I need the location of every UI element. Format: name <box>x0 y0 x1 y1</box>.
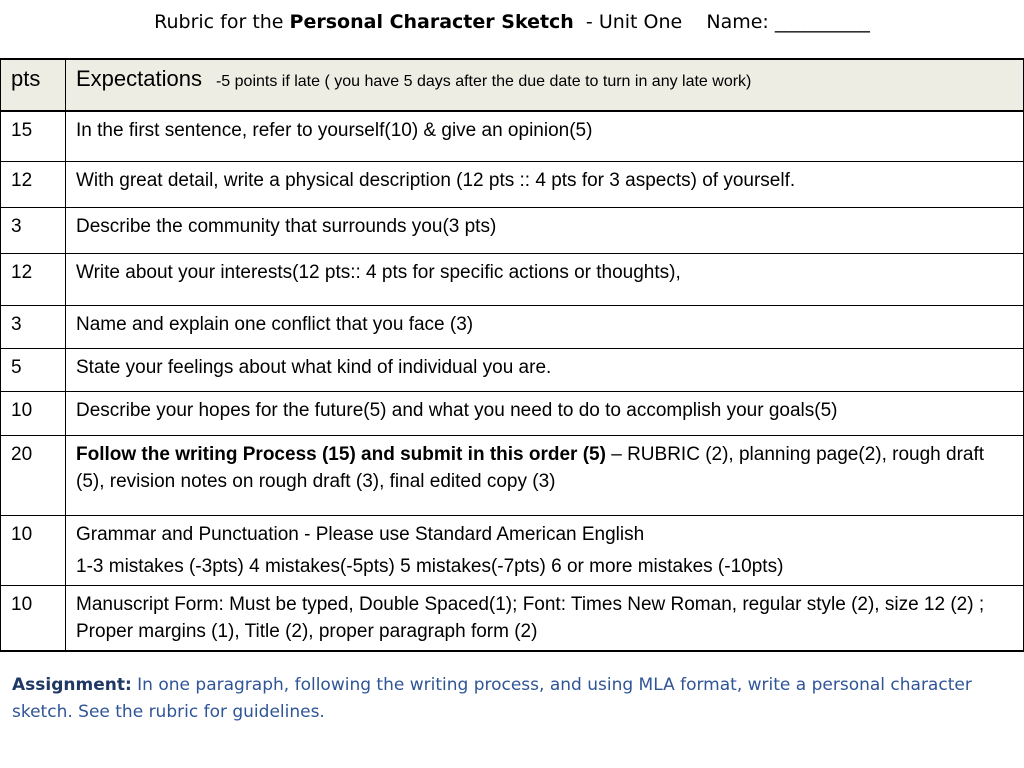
assignment-label: Assignment: <box>12 675 132 695</box>
late-note: -5 points if late ( you have 5 days after the due date to turn in any late work) <box>215 73 752 90</box>
row-pts: 10 <box>1 515 66 585</box>
row-text-cell <box>66 435 1024 515</box>
table-row <box>1 515 1024 585</box>
row-pts: 3 <box>1 207 66 253</box>
row-text: In the first sentence, refer to yourself(10) & give an opinion(5) <box>66 111 1024 161</box>
row-pts: 10 <box>1 585 66 651</box>
table-row <box>1 435 1024 515</box>
header-pts: pts <box>11 66 41 91</box>
row-pts: 12 <box>1 161 66 207</box>
table-row <box>1 391 1024 435</box>
assignment-note <box>12 672 1002 726</box>
assignment-text: In one paragraph, following the writing process, and using MLA format, write a personal character sketch. See the rubric for guidelines. <box>12 675 972 722</box>
row-text: Name and explain one conflict that you face (3) <box>66 305 1024 348</box>
header-pts-cell <box>1 59 66 111</box>
row-pts: 20 <box>1 435 66 515</box>
row-text: Describe the community that surrounds you(3 pts) <box>66 207 1024 253</box>
row-text: Write about your interests(12 pts:: 4 pts for specific actions or thoughts), <box>66 253 1024 305</box>
row-pts: 10 <box>1 391 66 435</box>
row-text: – RUBRIC (2), planning page(2), rough draft (5), revision notes on rough draft (3), final edited copy (3) <box>76 443 985 492</box>
table-row <box>1 161 1024 207</box>
table-header-row <box>1 59 1024 111</box>
row-text: With great detail, write a physical description (12 pts :: 4 pts for 3 aspects) of yourself. <box>66 161 1024 207</box>
row-pts: 15 <box>1 111 66 161</box>
table-row <box>1 585 1024 651</box>
rubric-table <box>0 58 1024 652</box>
row-pts: 5 <box>1 348 66 391</box>
header-expectations: Expectations <box>76 66 202 91</box>
row-text-line2: 1-3 mistakes (-3pts) 4 mistakes(-5pts) 5 mistakes(-7pts) 6 or more mistakes (-10pts) <box>76 555 784 577</box>
table-row <box>1 253 1024 305</box>
row-text: Grammar and Punctuation - Please use Standard American English <box>76 523 645 545</box>
row-bold-text: Follow the writing Process (15) and submit in this order (5) <box>76 443 606 465</box>
row-text-cell <box>66 515 1024 585</box>
title-prefix: Rubric for the <box>154 11 290 33</box>
row-pts: 3 <box>1 305 66 348</box>
title-bold: Personal Character Sketch <box>289 11 574 33</box>
table-row <box>1 305 1024 348</box>
row-pts: 12 <box>1 253 66 305</box>
row-text: Manuscript Form: Must be typed, Double Spaced(1); Font: Times New Roman, regular style (2), size 12 (2) ; Proper margins (1), Title (2), proper paragraph form (2) <box>66 585 1024 651</box>
table-row <box>1 111 1024 161</box>
row-text: State your feelings about what kind of individual you are. <box>66 348 1024 391</box>
table-row <box>1 207 1024 253</box>
table-row <box>1 348 1024 391</box>
row-text: Describe your hopes for the future(5) and what you need to do to accomplish your goals(5) <box>66 391 1024 435</box>
page-title <box>0 8 1024 36</box>
header-expectations-cell <box>66 59 1024 111</box>
title-suffix: - Unit One Name: __________ <box>573 11 870 33</box>
